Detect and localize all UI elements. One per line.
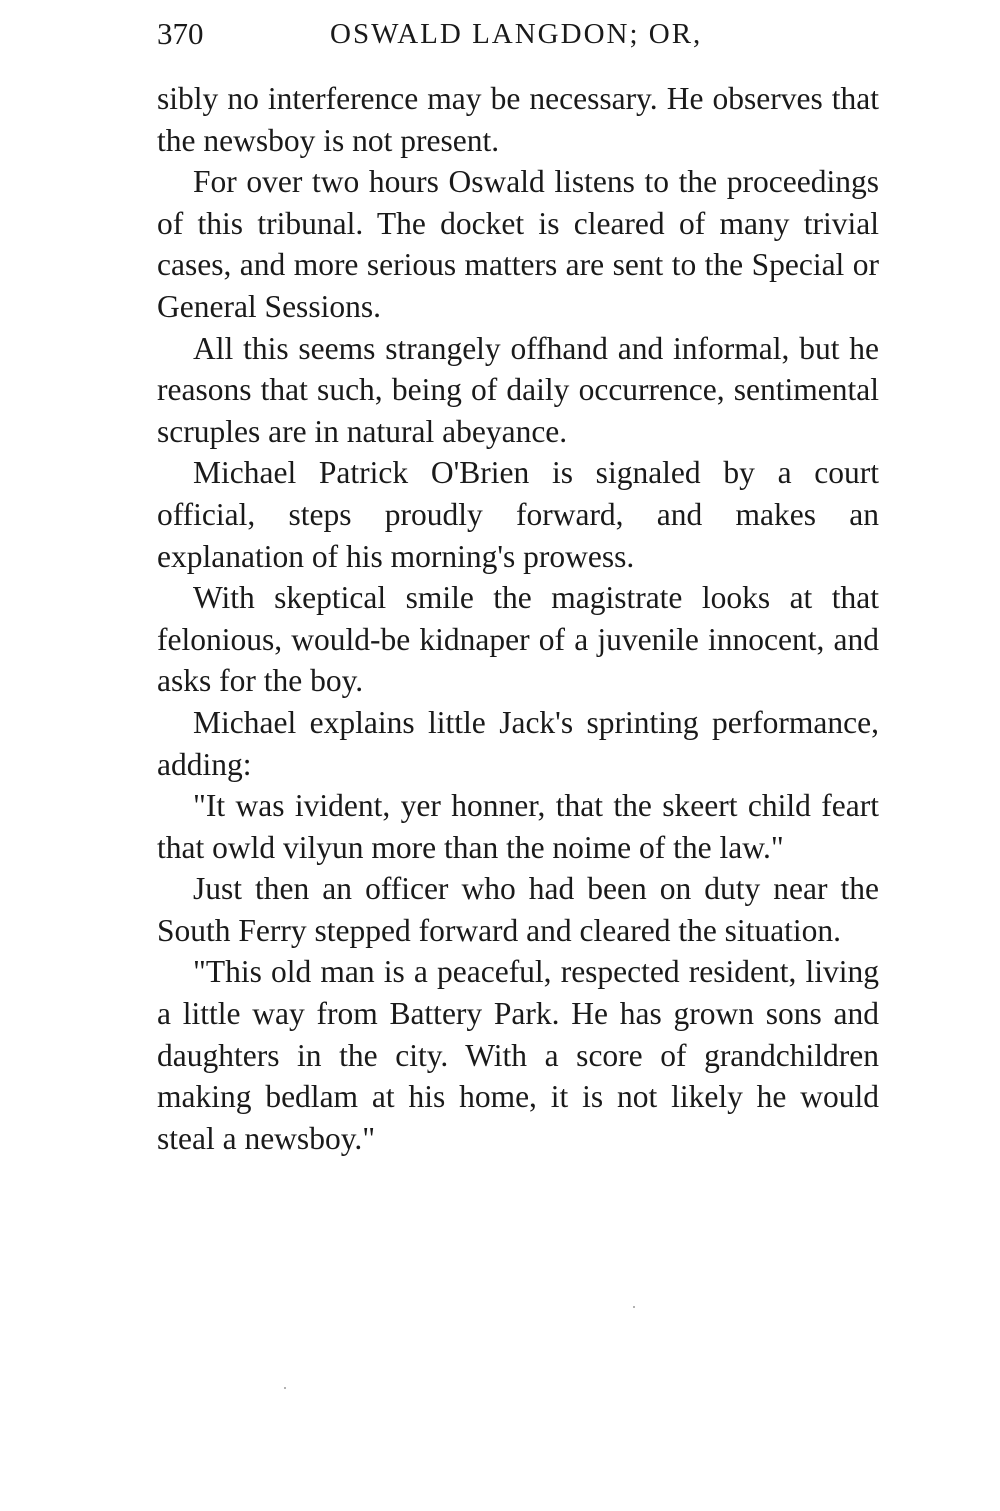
paragraph: sibly no interference may be necessary. He observes that the newsboy is not present. — [157, 81, 879, 158]
paragraph: Michael explains little Jack's sprinting performance, adding: — [157, 704, 879, 782]
paragraph: For over two hours Oswald listens to the proceedings of this tribunal. The docket is cleared of many trivial cases, and more serious matters are sent to the Special or General Sessions. — [157, 164, 879, 324]
page-number: 370 — [157, 16, 204, 51]
print-speck — [284, 1387, 286, 1389]
print-speck — [633, 1306, 635, 1308]
paragraph: "It was ivident, yer honner, that the skeert child feart that owld vilyun more than the noime of the law." — [157, 788, 879, 865]
paragraph: "This old man is a peaceful, respected resident, living a little way from Battery Park. He has grown sons and daughters in the city. With a score of grandchildren making bedlam at his home, it is not likely he would steal a newsboy." — [157, 954, 879, 1156]
running-title: OSWALD LANGDON; OR, — [330, 18, 703, 50]
paragraph: Michael Patrick O'Brien is signaled by a court official, steps proudly forward, and makes an explanation of his morning's prowess. — [157, 455, 879, 574]
running-head — [157, 16, 879, 60]
paragraph: All this seems strangely offhand and informal, but he reasons that such, being of daily occurrence, sentimental scruples are in natural abeyance. — [157, 330, 879, 449]
body-text — [157, 78, 879, 1159]
paragraph: With skeptical smile the magistrate looks at that felonious, would-be kidnaper of a juvenile innocent, and asks for the boy. — [157, 580, 879, 699]
paragraph: Just then an officer who had been on duty near the South Ferry stepped forward and cleared the situation. — [157, 871, 879, 948]
